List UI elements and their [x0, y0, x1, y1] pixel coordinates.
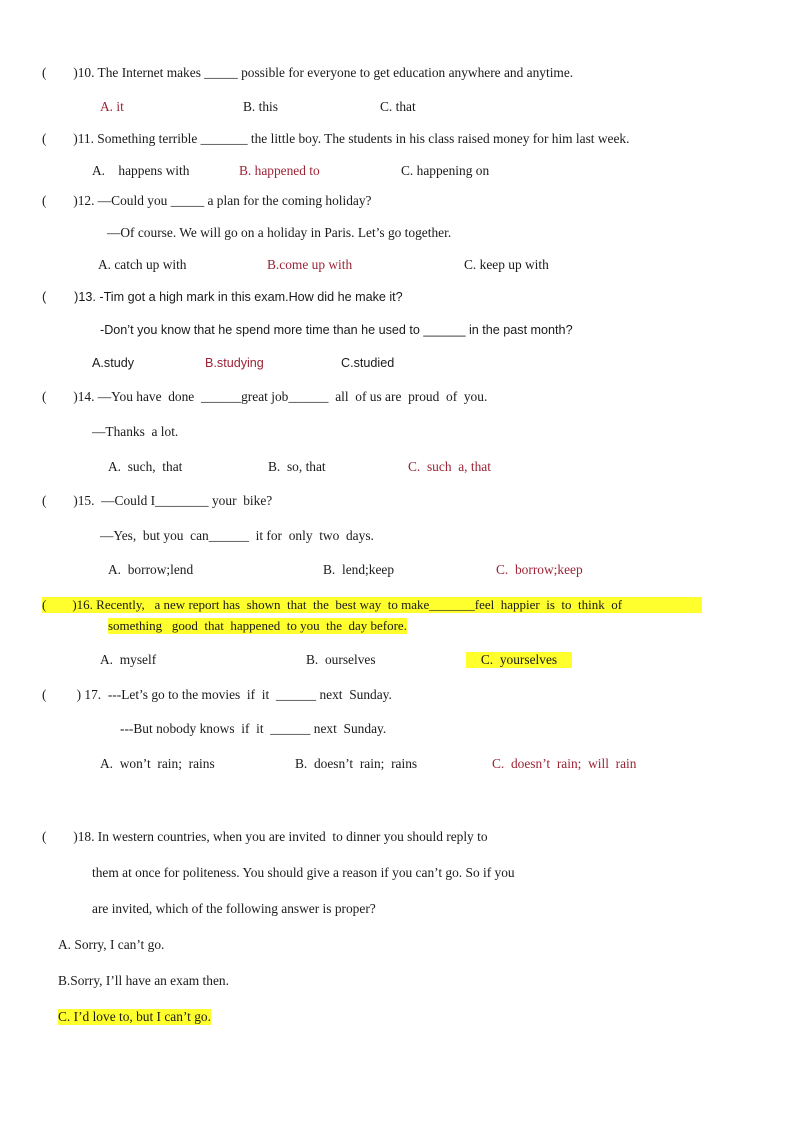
- question-18-option-b: B.Sorry, I’ll have an exam then.: [58, 973, 229, 988]
- question-10-option-a: A. it: [100, 99, 124, 114]
- question-14-stem: ( )14. —You have done ______great job______ all of us are proud of you.: [42, 389, 488, 404]
- question-16-option-b: B. ourselves: [306, 652, 376, 667]
- question-10-option-b: B. this: [243, 99, 278, 114]
- question-13-option-b: B.studying: [205, 356, 264, 370]
- question-15-option-b: B. lend;keep: [323, 562, 395, 577]
- question-13-option-a: A.study: [92, 356, 134, 370]
- question-16-option-c: C. yourselves: [466, 652, 572, 668]
- question-18-stem-line-3: are invited, which of the following answer is proper?: [92, 901, 376, 916]
- question-11-stem: ( )11. Something terrible _______ the little boy. The students in his class raised money for him last week.: [42, 131, 630, 146]
- question-18-stem-line-2: them at once for politeness. You should give a reason if you can’t go. So if you: [92, 865, 515, 880]
- question-18-option-a: A. Sorry, I can’t go.: [58, 937, 165, 952]
- question-16-stem-continued: something good that happened to you the day before.: [108, 618, 407, 633]
- question-12-option-a: A. catch up with: [98, 257, 187, 272]
- question-17-stem: ( ) 17. ---Let’s go to the movies if it ______ next Sunday.: [42, 687, 392, 702]
- question-11-option-b: B. happened to: [239, 163, 320, 178]
- question-12-option-c: C. keep up with: [464, 257, 549, 272]
- question-18-option-c: C. I’d love to, but I can’t go.: [58, 1009, 211, 1024]
- question-10-stem: ( )10. The Internet makes _____ possible for everyone to get education anywhere and anytime.: [42, 65, 574, 80]
- question-12-reply: —Of course. We will go on a holiday in Paris. Let’s go together.: [107, 225, 452, 240]
- question-17-option-a: A. won’t rain; rains: [100, 756, 215, 771]
- question-15-option-c: C. borrow;keep: [496, 562, 583, 577]
- question-16-stem: ( )16. Recently, a new report has shown that the best way to make_______feel happier is to think of: [42, 597, 702, 613]
- question-14-option-a: A. such, that: [108, 459, 183, 474]
- question-11-option-a: A. happens with: [92, 163, 190, 178]
- question-14-reply: —Thanks a lot.: [92, 424, 179, 439]
- question-11-option-c: C. happening on: [401, 163, 490, 178]
- question-15-stem: ( )15. —Could I________ your bike?: [42, 493, 273, 508]
- question-13-reply: -Don’t you know that he spend more time than he used to ______ in the past month?: [100, 323, 573, 337]
- question-15-option-a: A. borrow;lend: [108, 562, 194, 577]
- question-13-stem: ( )13. -Tim got a high mark in this exam.How did he make it?: [42, 290, 403, 304]
- question-13-option-c: C.studied: [341, 356, 395, 370]
- question-10-option-c: C. that: [380, 99, 416, 114]
- question-17-option-c: C. doesn’t rain; will rain: [492, 756, 637, 771]
- question-18-stem: ( )18. In western countries, when you are invited to dinner you should reply to: [42, 829, 488, 844]
- question-14-option-b: B. so, that: [268, 459, 326, 474]
- question-12-option-b: B.come up with: [267, 257, 353, 272]
- question-15-reply: —Yes, but you can______ it for only two days.: [100, 528, 374, 543]
- question-16-option-a: A. myself: [100, 652, 157, 667]
- question-14-option-c: C. such a, that: [408, 459, 491, 474]
- question-17-reply: ---But nobody knows if it ______ next Sunday.: [120, 721, 387, 736]
- question-12-stem: ( )12. —Could you _____ a plan for the coming holiday?: [42, 193, 372, 208]
- question-17-option-b: B. doesn’t rain; rains: [295, 756, 418, 771]
